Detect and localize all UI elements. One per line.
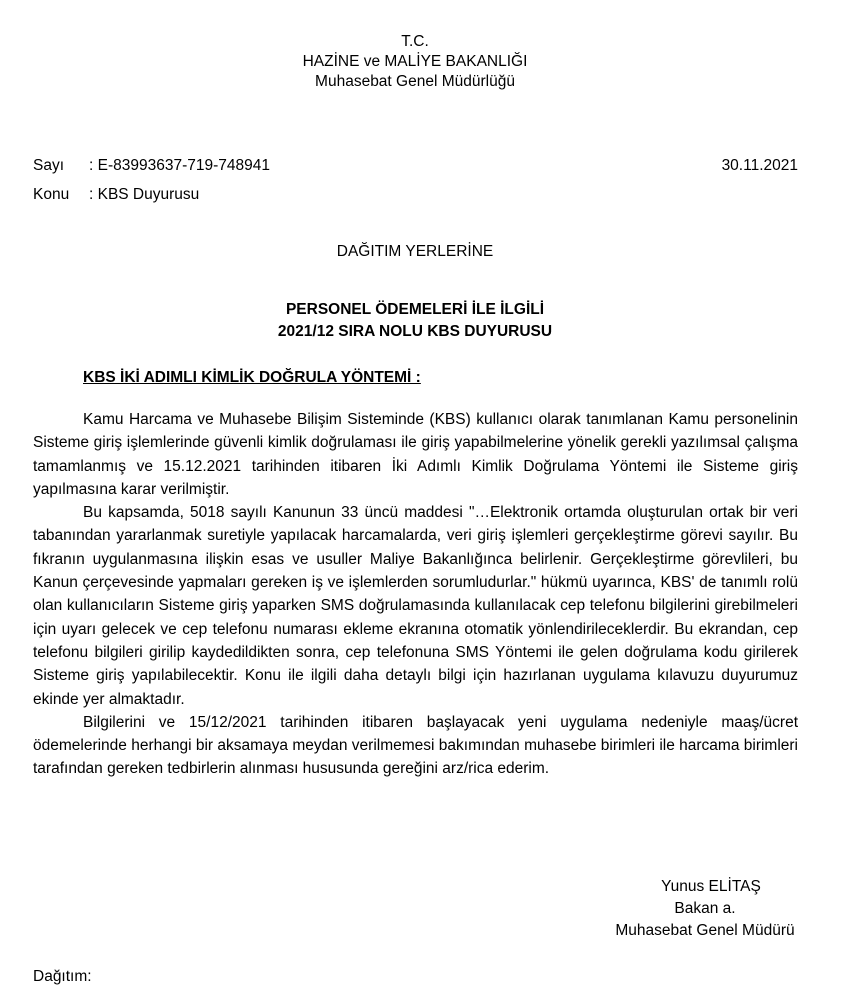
signatory-role-1: Bakan a.: [674, 900, 736, 917]
letterhead-ministry: HAZİNE ve MALİYE BAKANLIĞI: [302, 53, 528, 70]
paragraph-3: Bilgilerini ve 15/12/2021 tarihinden itibaren başlayacak yeni uygulama nedeniyle maaş/ücret ödemelerinde herhangi bir aksamaya meydan verilmemesi bakımından muhasebe birimleri ile harcama birimleri tarafından gereken tedbirlerin alınması hususunda gereğini arz/rica ederim.: [33, 713, 799, 778]
paragraph-2: Bu kapsamda, 5018 sayılı Kanunun 33 üncü maddesi "…Elektronik ortamda oluşturulan ortak bir veri tabanından yararlanmak suretiyle yapılacak harcamalarda, veri giriş işlemleri gerçekleştirme görevi sayılır. Bu fıkranın uygulanmasına ilişkin esas ve usuller Maliye Bakanlığınca belirlenir. Gerçekleştirme görevlileri, bu Kanun çerçevesinde yapmaları gereken iş ve işlemlerden sorumludurlar." hükmü uyarınca, KBS' de tanımlı rolü olan kullanıcıların Sisteme giriş yaparken SMS doğrulamasında kullanılacak cep telefonu bilgilerini girebilmeleri için uyarı gelecek ve cep telefonu numarası ekleme ekranına otomatik yönlendirileceklerdir. Bu ekrandan, cep telefonu bilgileri girilip kaydedildikten sonra, cep telefonuna SMS Yöntemi ile gelen doğrulama kodu girilerek Sisteme giriş yapılabilecektir. Konu ile ilgili daha detaylı bilgi için hazırlanan uygulama kılavuzu duyurumuz ekinde yer almaktadır.: [33, 504, 798, 708]
sayi-value: : E-83993637-719-748941: [89, 157, 270, 174]
paragraph-1: Kamu Harcama ve Muhasebe Bilişim Sisteminde (KBS) kullanıcı olarak tanımlanan Kamu personelinin Sisteme giriş işlemlerinde güvenli kimlik doğrulaması ile giriş yapabilmelerine yönelik gerekli yazılımsal çalışma tamamlanmış ve 15.12.2021 tarihinden itibaren İki Adımlı Kimlik Doğrulama Yöntemi ile Sisteme giriş yapılmasına karar verilmiştir.: [33, 411, 798, 498]
document-date: 30.11.2021: [721, 157, 798, 174]
konu-label: Konu: [33, 186, 70, 203]
letterhead: [0, 32, 830, 92]
signatory-name: Yunus ELİTAŞ: [661, 878, 761, 895]
meta-konu-row: [33, 185, 798, 205]
letterhead-tc: T.C.: [401, 33, 429, 50]
title-line-1: PERSONEL ÖDEMELERİ İLE İLGİLİ: [285, 301, 545, 318]
document-title: [0, 299, 830, 343]
meta-sayi-row: [33, 156, 798, 176]
distribution-heading: DAĞITIM YERLERİNE: [336, 243, 494, 260]
title-line-2: 2021/12 SIRA NOLU KBS DUYURUSU: [277, 323, 553, 340]
section-heading: KBS İKİ ADIMLI KİMLİK DOĞRULA YÖNTEMİ :: [83, 369, 421, 386]
body-text: [33, 408, 798, 781]
konu-value: : KBS Duyurusu: [89, 186, 200, 203]
sayi-label: Sayı: [33, 157, 65, 174]
signatory-role-2: Muhasebat Genel Müdürü: [615, 922, 795, 939]
signature-block: [605, 876, 805, 942]
letterhead-directorate: Muhasebat Genel Müdürlüğü: [315, 73, 515, 90]
distribution-label: Dağıtım:: [33, 968, 92, 985]
